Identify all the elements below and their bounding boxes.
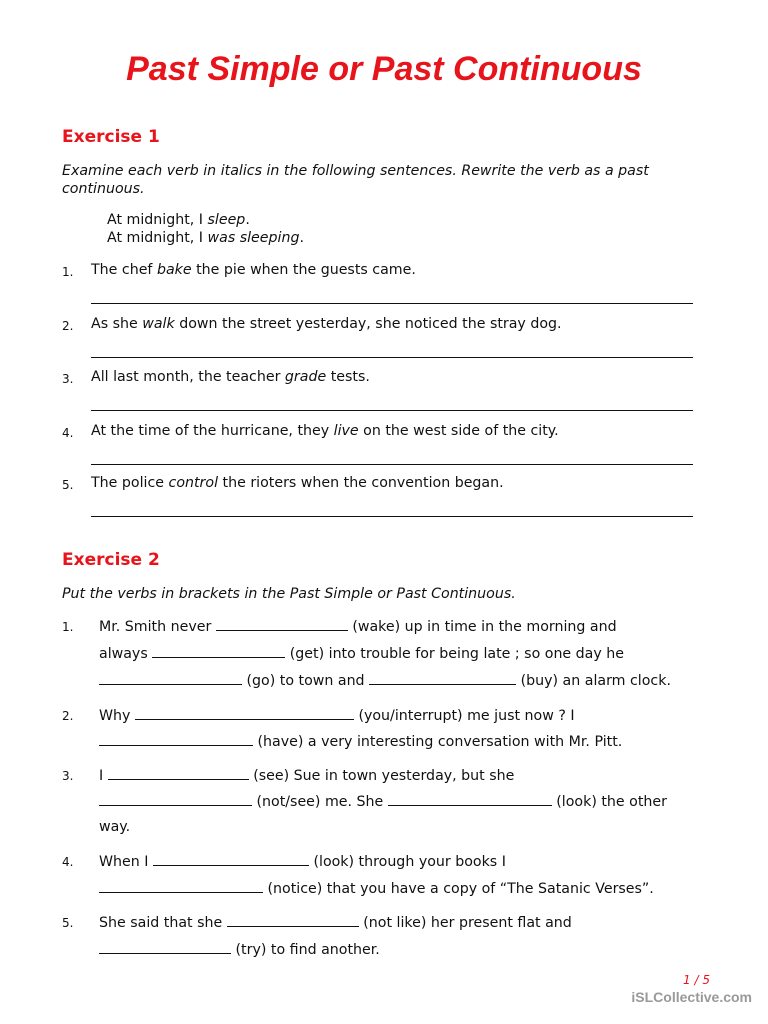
exercise-2-heading: Exercise 2 [62,550,160,570]
exercise-2-line: Why (you/interrupt) me just now ? I [99,708,575,724]
exercise-1-sentence: The police control the rioters when the convention began. [91,475,504,491]
exercise-1-sentence: At the time of the hurricane, they live on the west side of the city. [91,423,559,439]
item-number: 5. [62,478,74,492]
fill-blank[interactable] [99,792,252,806]
item-number: 4. [62,426,74,440]
item-number: 5. [62,916,74,930]
item-number: 4. [62,855,74,869]
exercise-1-instruction: Examine each verb in italics in the following sentences. Rewrite the verb as a past continuous. [62,163,649,197]
exercise-2-line: I (see) Sue in town yesterday, but she [99,768,515,784]
fill-blank[interactable] [152,644,285,658]
exercise-1-heading: Exercise 1 [62,127,160,147]
fill-blank[interactable] [99,940,231,954]
fill-blank[interactable] [99,671,242,685]
fill-blank[interactable] [153,852,309,866]
exercise-1-sentence: All last month, the teacher grade tests. [91,369,370,385]
example-line-1: At midnight, I sleep. [107,212,250,228]
item-number: 2. [62,319,74,333]
exercise-2-line: (not/see) me. She (look) the other [99,792,667,810]
exercise-2-line: (go) to town and (buy) an alarm clock. [99,671,671,689]
exercise-2-line: She said that she (not like) her present flat and [99,915,572,931]
exercise-2-line: When I (look) through your books I [99,854,506,870]
answer-line[interactable] [91,410,693,411]
exercise-2-line: (notice) that you have a copy of “The Satanic Verses”. [99,879,654,897]
exercise-2-line: Mr. Smith never (wake) up in time in the morning and [99,619,617,635]
example-line-2: At midnight, I was sleeping. [107,230,304,246]
fill-blank[interactable] [99,879,263,893]
exercise-2-line: way. [99,819,131,835]
answer-line[interactable] [91,357,693,358]
answer-line[interactable] [91,303,693,304]
exercise-1-sentence: As she walk down the street yesterday, she noticed the stray dog. [91,316,562,332]
exercise-1-sentence: The chef bake the pie when the guests came. [91,262,416,278]
answer-line[interactable] [91,516,693,517]
item-number: 1. [62,265,74,279]
fill-blank[interactable] [388,792,552,806]
page-number: 1 / 5 [683,973,710,987]
exercise-2-line: (try) to find another. [99,940,380,958]
fill-blank[interactable] [227,913,359,927]
exercise-2-instruction: Put the verbs in brackets in the Past Simple or Past Continuous. [62,586,516,602]
fill-blank[interactable] [369,671,516,685]
watermark: iSLCollective.com [631,989,752,1005]
item-number: 3. [62,372,74,386]
fill-blank[interactable] [99,732,253,746]
exercise-2-line: (have) a very interesting conversation with Mr. Pitt. [99,732,622,750]
answer-line[interactable] [91,464,693,465]
fill-blank[interactable] [216,617,348,631]
page-title: Past Simple or Past Continuous [126,50,642,88]
exercise-2-line: always (get) into trouble for being late ; so one day he [99,646,624,662]
item-number: 2. [62,709,74,723]
fill-blank[interactable] [135,706,354,720]
item-number: 1. [62,620,74,634]
item-number: 3. [62,769,74,783]
fill-blank[interactable] [108,766,249,780]
